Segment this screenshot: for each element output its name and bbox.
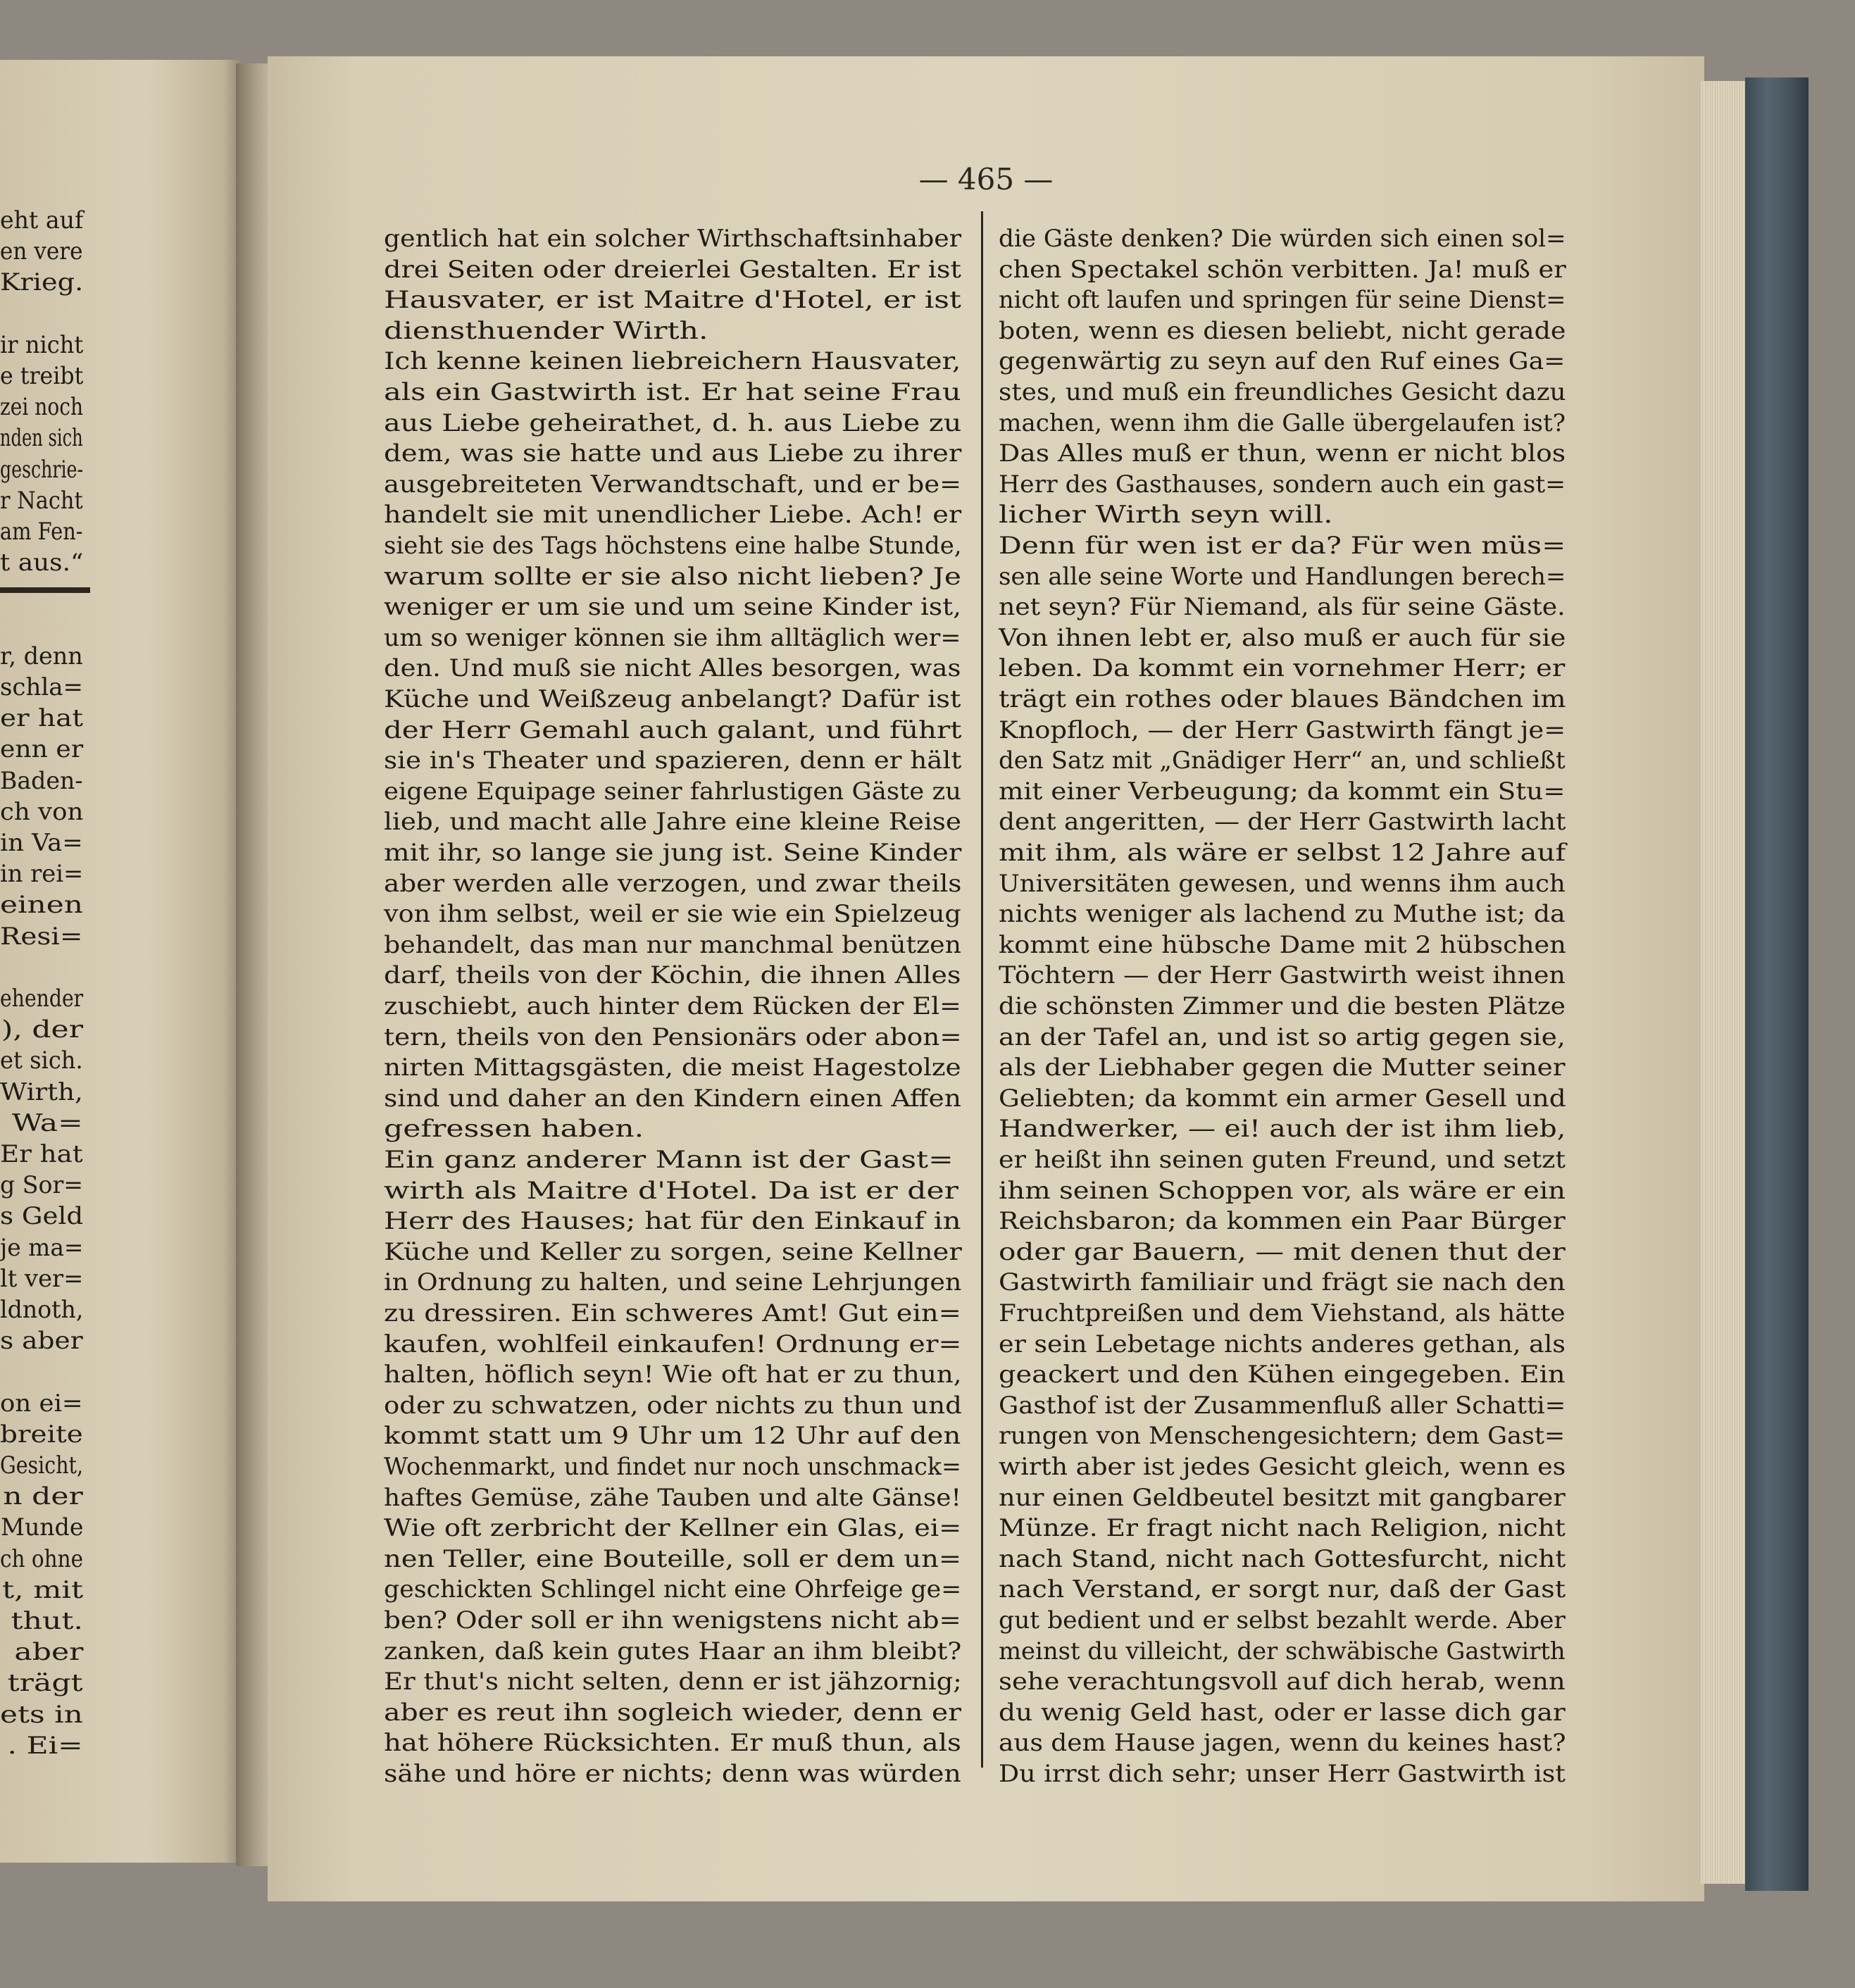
left-column-fragment-line: in rei= bbox=[0, 860, 83, 889]
section-rule bbox=[0, 587, 90, 593]
right-column-line: die Gäste denken? Die würden sich einen sol= bbox=[999, 225, 1566, 253]
right-column-line: machen, wenn ihm die Galle übergelaufen ist? bbox=[999, 408, 1566, 437]
right-column-line: licher Wirth seyn will. bbox=[999, 501, 1333, 530]
left-column-fragment-line: et sich. bbox=[0, 1046, 83, 1075]
middle-column-line: in Ordnung zu halten, und seine Lehrjungen bbox=[384, 1268, 962, 1297]
left-column-fragment-line: Munde bbox=[0, 1513, 83, 1542]
middle-column-line: kaufen, wohlfeil einkaufen! Ordnung er= bbox=[384, 1330, 962, 1358]
middle-column-line: tern, theils von den Pensionärs oder abon= bbox=[384, 1023, 962, 1051]
left-column-fragment-line: nden sich bbox=[0, 424, 83, 453]
right-column-line: boten, wenn es diesen beliebt, nicht gerade bbox=[999, 316, 1566, 345]
middle-column-line: haftes Gemüse, zähe Tauben und alte Gänse! bbox=[384, 1483, 961, 1512]
right-column-line: nach Verstand, er sorgt nur, daß der Gast bbox=[999, 1575, 1566, 1604]
right-column-line: aus dem Hause jagen, wenn du keines hast? bbox=[999, 1729, 1566, 1758]
middle-column-line: geschickten Schlingel nicht eine Ohrfeige ge= bbox=[384, 1575, 962, 1604]
middle-column-line: Ein ganz anderer Mann ist der Gast= bbox=[384, 1146, 954, 1174]
middle-column-line: weniger er um sie und um seine Kinder ist, bbox=[384, 593, 962, 622]
left-column-fragment-line: je ma= bbox=[0, 1233, 83, 1262]
left-column-fragment-line: ldnoth, bbox=[0, 1296, 83, 1324]
right-column-line: Fruchtpreißen und dem Viehstand, als hätte bbox=[999, 1299, 1566, 1327]
right-column-line: rungen von Menschengesichtern; dem Gast= bbox=[999, 1422, 1566, 1451]
middle-column-line: ausgebreiteten Verwandtschaft, und er be= bbox=[384, 470, 961, 499]
right-column-line: an der Tafel an, und ist so artig gegen sie, bbox=[999, 1023, 1566, 1051]
right-column-line: gegenwärtig zu seyn auf den Ruf eines Ga= bbox=[999, 347, 1566, 376]
left-column-fragment-line: Er hat bbox=[0, 1140, 83, 1168]
middle-column-line: aber werden alle verzogen, und zwar theils bbox=[384, 869, 962, 898]
left-column-fragment-line: geschrie- bbox=[0, 455, 83, 484]
left-column-fragment-line: enn er bbox=[0, 735, 83, 764]
right-column-line: nichts weniger als lachend zu Muthe ist; da bbox=[999, 900, 1566, 929]
middle-column-line: zu dressiren. Ein schweres Amt! Gut ein= bbox=[384, 1299, 961, 1327]
middle-column-line: Ich kenne keinen liebreichern Hausvater, bbox=[384, 347, 961, 376]
left-column-fragment-line: ehender bbox=[0, 984, 83, 1013]
middle-column-line: Wie oft zerbricht der Kellner ein Glas, ei= bbox=[384, 1514, 962, 1543]
right-column-line: chen Spectakel schön verbitten. Ja! muß er bbox=[999, 255, 1566, 284]
middle-column-line: drei Seiten oder dreierlei Gestalten. Er ist bbox=[384, 255, 961, 284]
right-column-line: Gastwirth familiair und frägt sie nach den bbox=[999, 1268, 1566, 1297]
right-column-line: kommt eine hübsche Dame mit 2 hübschen bbox=[999, 930, 1566, 959]
right-column-line: Geliebten; da kommt ein armer Gesell und bbox=[999, 1084, 1566, 1113]
middle-column-line: nen Teller, eine Bouteille, soll er dem un= bbox=[384, 1544, 962, 1573]
left-column-fragment-line: ets in bbox=[0, 1700, 83, 1729]
middle-column-line: aus Liebe geheirathet, d. h. aus Liebe zu bbox=[384, 408, 962, 437]
left-column-fragment-line: en vere bbox=[0, 237, 83, 266]
middle-column-line: ben? Oder soll er ihn wenigstens nicht ab= bbox=[384, 1606, 961, 1634]
left-column-fragment-line: s Geld bbox=[0, 1202, 83, 1231]
left-column-fragment-line: schla= bbox=[0, 673, 83, 701]
right-column-line: Herr des Gasthauses, sondern auch ein gast= bbox=[999, 470, 1566, 499]
column-divider bbox=[981, 211, 983, 1768]
page-number: — 465 — bbox=[918, 162, 1054, 196]
middle-column-line: mit ihr, so lange sie jung ist. Seine Kinder bbox=[384, 839, 962, 867]
right-column-line: Du irrst dich sehr; unser Herr Gastwirth ist bbox=[999, 1760, 1566, 1788]
left-column-fragment-line: on ei= bbox=[0, 1389, 83, 1418]
right-column-line: die schönsten Zimmer und die besten Plätze bbox=[999, 992, 1566, 1020]
middle-column-line: Hausvater, er ist Maitre d'Hotel, er ist bbox=[384, 286, 961, 315]
middle-column-line: nirten Mittagsgästen, die meist Hagestolze bbox=[384, 1054, 961, 1082]
right-column-line: geackert und den Kühen eingegeben. Ein bbox=[999, 1361, 1566, 1389]
right-column-line: meinst du villeicht, der schwäbische Gastwirth bbox=[999, 1637, 1566, 1665]
middle-column-line: den. Und muß sie nicht Alles besorgen, was bbox=[384, 654, 961, 683]
right-column-line: Universitäten gewesen, und wenns ihm auch bbox=[999, 869, 1566, 898]
left-column-fragment-line: Wirth, bbox=[0, 1077, 83, 1106]
right-column-line: nur einen Geldbeutel besitzt mit gangbarer bbox=[999, 1483, 1566, 1512]
middle-column-line: halten, höflich seyn! Wie oft hat er zu thun, bbox=[384, 1361, 962, 1389]
right-column-line: nicht oft laufen und springen für seine Dienst= bbox=[999, 286, 1566, 315]
right-column-line: trägt ein rothes oder blaues Bändchen im bbox=[999, 685, 1566, 713]
left-column-fragment-line: thut. bbox=[11, 1607, 83, 1635]
right-column-line: Knopfloch, — der Herr Gastwirth fängt je= bbox=[999, 715, 1566, 744]
middle-column-line: oder zu schwatzen, oder nichts zu thun und bbox=[384, 1391, 962, 1420]
right-column-line: gut bedient und er selbst bezahlt werde. Aber bbox=[999, 1606, 1566, 1634]
middle-column-line: Er thut's nicht selten, denn er ist jähzornig; bbox=[384, 1668, 962, 1696]
left-column-fragment-line: Baden- bbox=[0, 766, 83, 795]
left-column-fragment-line: einen bbox=[0, 891, 83, 920]
left-column-fragment-line: r Nacht bbox=[0, 486, 83, 515]
middle-column-line: behandelt, das man nur manchmal benützen bbox=[384, 930, 961, 959]
right-column-line: Töchtern — der Herr Gastwirth weist ihnen bbox=[999, 961, 1566, 990]
middle-column-line: zanken, daß kein gutes Haar an ihm bleibt? bbox=[384, 1637, 962, 1665]
right-column-line: Das Alles muß er thun, wenn er nicht blos bbox=[999, 439, 1566, 468]
right-column-line: ihm seinen Schoppen vor, als wäre er ein bbox=[999, 1176, 1566, 1205]
middle-column-line: wirth als Maitre d'Hotel. Da ist er der bbox=[384, 1176, 958, 1205]
middle-column-line: kommt statt um 9 Uhr um 12 Uhr auf den bbox=[384, 1422, 961, 1451]
middle-column-line: sind und daher an den Kindern einen Affen bbox=[384, 1084, 961, 1113]
right-column-line: als der Liebhaber gegen die Mutter seiner bbox=[999, 1054, 1566, 1082]
middle-column-line: aber es reut ihn sogleich wieder, denn er bbox=[384, 1698, 961, 1727]
middle-column-line: der Herr Gemahl auch galant, und führt bbox=[384, 715, 962, 744]
left-column-fragment-line: t, mit bbox=[1, 1575, 83, 1604]
left-column-fragment-line: Gesicht, bbox=[0, 1451, 83, 1480]
left-column-fragment-line: t aus.“ bbox=[0, 549, 83, 577]
right-column-line: dent angeritten, — der Herr Gastwirth lacht bbox=[999, 808, 1566, 837]
left-column-fragment-line: eht auf bbox=[0, 206, 83, 235]
right-column-line: sen alle seine Worte und Handlungen berech= bbox=[999, 562, 1566, 591]
left-column-fragment-line: Wa= bbox=[12, 1108, 83, 1137]
middle-column-line: Wochenmarkt, und findet nur noch unschmack= bbox=[384, 1453, 961, 1481]
middle-column-line: gefressen haben. bbox=[384, 1115, 644, 1144]
left-column-fragment-line: ch von bbox=[0, 797, 83, 826]
right-column-line: den Satz mit „Gnädiger Herr“ an, und schließt bbox=[999, 746, 1566, 775]
left-column-fragment-line: ch ohne bbox=[0, 1544, 83, 1573]
left-column-fragment-line: am Fen- bbox=[0, 518, 83, 546]
middle-column-line: von ihm selbst, weil er sie wie ein Spielzeug bbox=[384, 900, 961, 929]
left-column-fragment-line: trägt bbox=[7, 1669, 83, 1698]
right-column-line: net seyn? Für Niemand, als für seine Gäste. bbox=[999, 593, 1566, 622]
right-column-line: oder gar Bauern, — mit denen thut der bbox=[999, 1237, 1566, 1266]
left-column-fragment-line: lt ver= bbox=[0, 1264, 83, 1293]
middle-column-line: gentlich hat ein solcher Wirthschaftsinhaber bbox=[384, 225, 961, 253]
left-column-fragment-line: n der bbox=[3, 1482, 83, 1511]
middle-column-line: sähe und höre er nichts; denn was würden bbox=[384, 1760, 961, 1788]
right-column-line: Handwerker, — ei! auch der ist ihm lieb, bbox=[999, 1115, 1566, 1144]
middle-column-line: hat höhere Rücksichten. Er muß thun, als bbox=[384, 1729, 961, 1758]
right-column-line: Denn für wen ist er da? Für wen müs= bbox=[999, 532, 1566, 560]
left-column-fragment-line: er hat bbox=[0, 704, 83, 733]
right-column-line: sehe verachtungsvoll auf dich herab, wenn bbox=[999, 1668, 1566, 1696]
right-column-line: Von ihnen lebt er, also muß er auch für sie bbox=[999, 623, 1566, 652]
right-column-line: er sein Lebetage nichts anderes gethan, als bbox=[999, 1330, 1566, 1358]
left-column-fragment-line: s aber bbox=[0, 1327, 83, 1356]
left-column-fragment-line: in Va= bbox=[0, 829, 83, 857]
middle-column-line: lieb, und macht alle Jahre eine kleine Reise bbox=[384, 808, 961, 837]
middle-column-line: sie in's Theater und spazieren, denn er hält bbox=[384, 746, 962, 775]
middle-column-line: dem, was sie hatte und aus Liebe zu ihrer bbox=[384, 439, 962, 468]
page-edges bbox=[1701, 81, 1749, 1884]
left-column-fragment-line: zei noch bbox=[0, 393, 83, 422]
right-column-line: nach Stand, nicht nach Gottesfurcht, nicht bbox=[999, 1544, 1566, 1573]
middle-column-line: Herr des Hauses; hat für den Einkauf in bbox=[384, 1207, 961, 1236]
left-column-fragment-line: r, denn bbox=[0, 642, 83, 670]
left-column-fragment-line: ir nicht bbox=[0, 330, 83, 359]
left-column-fragment-line: Krieg. bbox=[0, 268, 83, 297]
middle-column-line: als ein Gastwirth ist. Er hat seine Frau bbox=[384, 378, 961, 406]
middle-column-line: Küche und Keller zu sorgen, seine Kellner bbox=[384, 1237, 962, 1266]
right-column-line: Gasthof ist der Zusammenfluß aller Schatti= bbox=[999, 1391, 1566, 1420]
middle-column-line: sieht sie des Tags höchstens eine halbe Stunde, bbox=[384, 532, 962, 560]
middle-column-line: diensthuender Wirth. bbox=[384, 316, 708, 345]
middle-column-line: warum sollte er sie also nicht lieben? Je bbox=[384, 562, 961, 591]
middle-column-line: handelt sie mit unendlicher Liebe. Ach! er bbox=[384, 501, 962, 530]
left-column-fragment-line: aber bbox=[13, 1638, 83, 1667]
right-column-line: mit einer Verbeugung; da kommt ein Stu= bbox=[999, 777, 1566, 806]
book-cover-board bbox=[1745, 77, 1809, 1891]
right-column-line: stes, und muß ein freundliches Gesicht dazu bbox=[999, 378, 1566, 406]
right-column-line: Reichsbaron; da kommen ein Paar Bürger bbox=[999, 1207, 1566, 1236]
right-column-line: wirth aber ist jedes Gesicht gleich, wenn es bbox=[999, 1453, 1566, 1481]
left-column-fragment-line: breite bbox=[0, 1420, 83, 1449]
left-column-fragment-line: ), der bbox=[1, 1015, 83, 1044]
left-column-fragment-line: e treibt bbox=[0, 362, 83, 390]
middle-column-line: darf, theils von der Köchin, die ihnen Alles bbox=[384, 961, 961, 990]
right-column-line: du wenig Geld hast, oder er lasse dich gar bbox=[999, 1698, 1566, 1727]
middle-column-line: zuschiebt, auch hinter dem Rücken der El= bbox=[384, 992, 962, 1020]
left-column-fragment-line: g Sor= bbox=[0, 1171, 83, 1200]
left-column-fragment-line: . Ei= bbox=[7, 1731, 83, 1760]
right-column-line: leben. Da kommt ein vornehmer Herr; er bbox=[999, 654, 1566, 683]
right-column-line: Münze. Er fragt nicht nach Religion, nicht bbox=[999, 1514, 1566, 1543]
middle-column-line: eigene Equipage seiner fahrlustigen Gäste zu bbox=[384, 777, 962, 806]
right-column-line: er heißt ihn seinen guten Freund, und setzt bbox=[999, 1146, 1566, 1174]
left-column-fragment-line: Resi= bbox=[0, 922, 83, 951]
middle-column-line: um so weniger können sie ihm alltäglich wer= bbox=[384, 623, 961, 652]
right-column-line: mit ihm, als wäre er selbst 12 Jahre auf bbox=[999, 839, 1566, 867]
middle-column-line: Küche und Weißzeug anbelangt? Dafür ist bbox=[384, 685, 961, 713]
